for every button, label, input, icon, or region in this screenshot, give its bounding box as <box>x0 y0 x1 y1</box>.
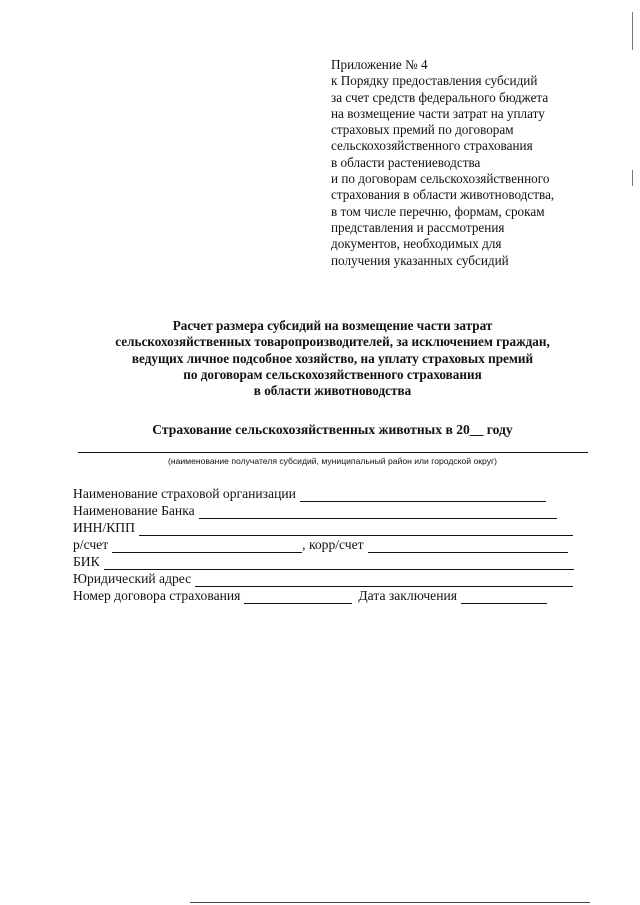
appendix-line: представления и рассмотрения <box>331 219 505 235</box>
appendix-line: страховых премий по договорам <box>331 122 514 138</box>
corr-account-label: , корр/счет <box>302 537 364 552</box>
inn-kpp-blank[interactable] <box>139 523 573 536</box>
account-label: р/счет <box>73 537 109 552</box>
document-subtitle: Страхование сельскохозяйственных животных в 20__ году <box>152 422 513 437</box>
date-concluded-blank[interactable] <box>461 591 547 604</box>
title-line: в области животноводства <box>253 383 412 399</box>
contract-number-label: Номер договора страхования <box>73 588 241 603</box>
insurer-label: Наименование страховой организации <box>73 486 296 501</box>
bank-field <box>73 503 557 519</box>
recipient-input-line[interactable] <box>78 452 588 453</box>
inn-kpp-label: ИНН/КПП <box>73 520 135 535</box>
date-concluded-label: Дата заключения <box>358 588 458 603</box>
appendix-line: получения указанных субсидий <box>331 252 509 268</box>
title-line: сельскохозяйственных товаропроизводителей, за исключением граждан, <box>115 334 550 350</box>
insurer-blank[interactable] <box>300 489 546 502</box>
title-line: Расчет размера субсидий на возмещение части затрат <box>172 318 493 333</box>
appendix-block <box>331 57 621 269</box>
footer-rule <box>190 902 590 903</box>
inn-kpp-field <box>73 520 573 536</box>
appendix-line: сельскохозяйственного страхования <box>331 138 533 154</box>
address-field <box>73 571 573 587</box>
title-line: ведущих личное подсобное хозяйство, на уплату страховых премий <box>131 350 534 366</box>
account-field <box>73 537 568 553</box>
appendix-line: за счет средств федерального бюджета <box>331 89 549 105</box>
recipient-caption: (наименование получателя субсидий, муниципальный район или городской округ) <box>167 456 497 466</box>
bik-label: БИК <box>73 554 100 569</box>
appendix-line: в том числе перечню, формам, срокам <box>331 203 545 219</box>
appendix-line: на возмещение части затрат на уплату <box>331 105 545 121</box>
bik-field <box>73 554 574 570</box>
bank-label: Наименование Банка <box>73 503 195 518</box>
document-title <box>60 318 605 399</box>
scan-edge-mark <box>632 170 633 186</box>
appendix-line: документов, необходимых для <box>331 236 502 252</box>
appendix-line: в области растениеводства <box>331 154 481 170</box>
contract-number-blank[interactable] <box>244 591 352 604</box>
appendix-line: Приложение № 4 <box>331 57 428 72</box>
address-blank[interactable] <box>195 574 573 587</box>
address-label: Юридический адрес <box>73 571 192 586</box>
bank-blank[interactable] <box>199 506 557 519</box>
title-line: по договорам сельскохозяйственного страхования <box>183 366 482 382</box>
scan-edge-mark <box>632 12 633 50</box>
insurer-field <box>73 486 546 502</box>
contract-field <box>73 588 547 604</box>
account-blank[interactable] <box>112 540 302 553</box>
appendix-line: и по договорам сельскохозяйственного <box>331 171 550 187</box>
appendix-line: страхования в области животноводства, <box>331 187 555 203</box>
corr-account-blank[interactable] <box>368 540 568 553</box>
appendix-line: к Порядку предоставления субсидий <box>331 73 538 89</box>
bik-blank[interactable] <box>104 557 574 570</box>
